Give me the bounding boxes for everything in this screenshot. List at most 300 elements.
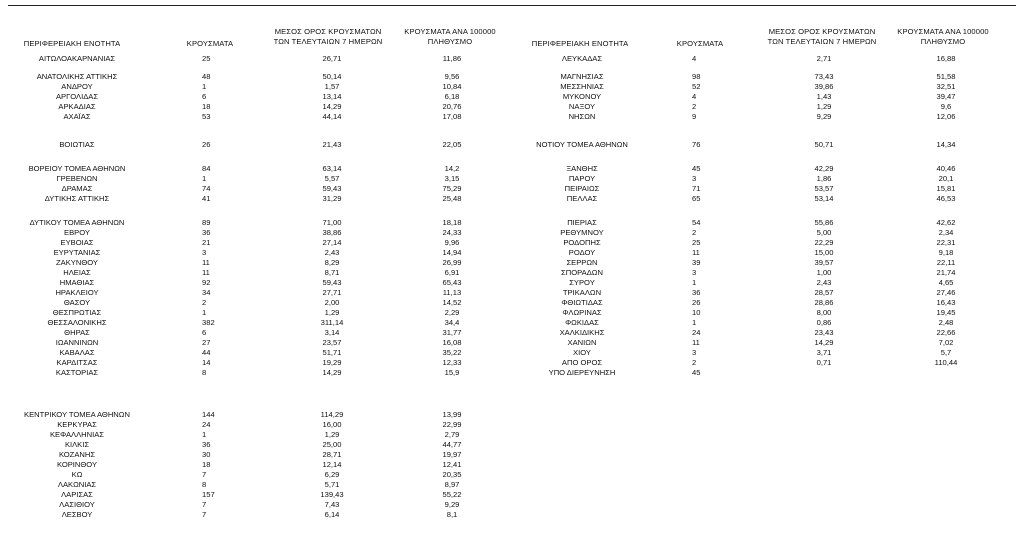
right-header-avg-2: ΤΩΝ ΤΕΛΕΥΤΑΙΩΝ 7 ΗΜΕΡΩΝ — [767, 37, 877, 46]
per-100k-cell: 2,79 — [444, 430, 460, 439]
table-row — [0, 298, 1024, 307]
cases-cell: 1 — [692, 278, 697, 287]
per-100k-cell: 8,97 — [444, 480, 460, 489]
region-name-cell: ΑΡΚΑΔΙΑΣ — [58, 102, 96, 111]
per-100k-cell: 4,65 — [938, 278, 954, 287]
per-100k-cell: 7,02 — [938, 338, 954, 347]
avg-7day-cell: 25,00 — [322, 440, 342, 449]
cases-cell: 36 — [202, 440, 211, 449]
cases-cell: 44 — [202, 348, 211, 357]
cases-cell: 3 — [692, 174, 697, 183]
region-name-cell: ΚΑΒΑΛΑΣ — [59, 348, 95, 357]
per-100k-cell: 5,7 — [940, 348, 952, 357]
avg-7day-cell: 39,57 — [814, 258, 834, 267]
cases-cell: 4 — [692, 54, 697, 63]
region-name-cell: ΗΡΑΚΛΕΙΟΥ — [55, 288, 99, 297]
cases-cell: 53 — [202, 112, 211, 121]
cases-cell: 3 — [692, 268, 697, 277]
per-100k-cell: 12,06 — [936, 112, 956, 121]
cases-cell: 18 — [202, 102, 211, 111]
avg-7day-cell: 12,14 — [322, 460, 342, 469]
region-name-cell: ΒΟΡΕΙΟΥ ΤΟΜΕΑ ΑΘΗΝΩΝ — [28, 164, 126, 173]
table-row — [0, 288, 1024, 297]
avg-7day-cell: 2,00 — [324, 298, 340, 307]
table-row — [0, 72, 1024, 81]
table-row — [0, 440, 1024, 449]
region-name-cell: ΑΧΑΪΑΣ — [63, 112, 91, 121]
per-100k-cell: 3,15 — [444, 174, 460, 183]
region-name-cell: ΧΑΝΙΩΝ — [567, 338, 597, 347]
per-100k-cell: 12,33 — [442, 358, 462, 367]
region-name-cell: ΔΥΤΙΚΟΥ ΤΟΜΕΑ ΑΘΗΝΩΝ — [29, 218, 125, 227]
region-name-cell: ΡΟΔΟΠΗΣ — [563, 238, 601, 247]
table-row — [0, 510, 1024, 519]
right-header-per100k-2: ΠΛΗΘΥΣΜΟ — [920, 37, 966, 46]
per-100k-cell: 11,13 — [442, 288, 462, 297]
cases-cell: 92 — [202, 278, 211, 287]
left-header-per100k-1: ΚΡΟΥΣΜΑΤΑ ΑΝΑ 100000 — [404, 27, 496, 36]
cases-cell: 1 — [202, 430, 207, 439]
table-row — [0, 460, 1024, 469]
avg-7day-cell: 44,14 — [322, 112, 342, 121]
per-100k-cell: 16,08 — [442, 338, 462, 347]
per-100k-cell: 16,43 — [936, 298, 956, 307]
table-row — [0, 184, 1024, 193]
avg-7day-cell: 39,86 — [814, 82, 834, 91]
table-row — [0, 308, 1024, 317]
region-name-cell: ΜΥΚΟΝΟΥ — [562, 92, 602, 101]
region-name-cell: ΚΑΣΤΟΡΙΑΣ — [55, 368, 99, 377]
region-name-cell: ΦΘΙΩΤΙΔΑΣ — [561, 298, 603, 307]
avg-7day-cell: 50,14 — [322, 72, 342, 81]
cases-cell: 65 — [692, 194, 701, 203]
avg-7day-cell: 15,00 — [814, 248, 834, 257]
avg-7day-cell: 23,57 — [322, 338, 342, 347]
cases-cell: 11 — [202, 258, 210, 267]
region-name-cell: ΦΩΚΙΔΑΣ — [565, 318, 599, 327]
avg-7day-cell: 59,43 — [322, 278, 342, 287]
region-name-cell: ΙΩΑΝΝΙΝΩΝ — [55, 338, 99, 347]
region-name-cell: ΝΗΣΩΝ — [568, 112, 596, 121]
cases-cell: 1 — [692, 318, 697, 327]
avg-7day-cell: 3,14 — [324, 328, 340, 337]
cases-cell: 9 — [692, 112, 697, 121]
region-name-cell: ΚΟΡΙΝΘΟΥ — [56, 460, 98, 469]
per-100k-cell: 9,96 — [444, 238, 460, 247]
avg-7day-cell: 0,71 — [816, 358, 832, 367]
avg-7day-cell: 3,71 — [816, 348, 832, 357]
cases-cell: 8 — [202, 480, 207, 489]
per-100k-cell: 25,48 — [442, 194, 462, 203]
per-100k-cell: 18,18 — [442, 218, 462, 227]
avg-7day-cell: 1,43 — [816, 92, 832, 101]
left-header-avg-1: ΜΕΣΟΣ ΟΡΟΣ ΚΡΟΥΣΜΑΤΩΝ — [274, 27, 382, 36]
table-row — [0, 278, 1024, 287]
per-100k-cell: 32,51 — [936, 82, 956, 91]
region-name-cell: ΖΑΚΥΝΘΟΥ — [56, 258, 98, 267]
region-name-cell: ΜΕΣΣΗΝΙΑΣ — [560, 82, 604, 91]
table-row — [0, 258, 1024, 267]
table-row — [0, 420, 1024, 429]
table-row — [0, 238, 1024, 247]
cases-cell: 10 — [692, 308, 701, 317]
region-name-cell: ΥΠΟ ΔΙΕΡΕΥΝΗΣΗ — [548, 368, 616, 377]
cases-cell: 74 — [202, 184, 211, 193]
table-row — [0, 228, 1024, 237]
cases-cell: 2 — [692, 102, 697, 111]
left-header-avg-2: ΤΩΝ ΤΕΛΕΥΤΑΙΩΝ 7 ΗΜΕΡΩΝ — [273, 37, 383, 46]
table-row — [0, 338, 1024, 347]
region-name-cell: ΣΥΡΟΥ — [569, 278, 595, 287]
per-100k-cell: 20,1 — [938, 174, 954, 183]
per-100k-cell: 9,29 — [444, 500, 460, 509]
right-header-per100k-1: ΚΡΟΥΣΜΑΤΑ ΑΝΑ 100000 — [897, 27, 989, 36]
cases-cell: 54 — [692, 218, 701, 227]
cases-cell: 89 — [202, 218, 211, 227]
cases-cell: 3 — [692, 348, 697, 357]
per-100k-cell: 20,35 — [442, 470, 462, 479]
right-header-avg-1: ΜΕΣΟΣ ΟΡΟΣ ΚΡΟΥΣΜΑΤΩΝ — [768, 27, 876, 36]
cases-cell: 25 — [202, 54, 211, 63]
right-header-region: ΠΕΡΙΦΕΡΕΙΑΚΗ ΕΝΟΤΗΤΑ — [531, 39, 629, 48]
avg-7day-cell: 28,86 — [814, 298, 834, 307]
per-100k-cell: 39,47 — [936, 92, 956, 101]
avg-7day-cell: 114,29 — [320, 410, 344, 419]
table-row — [0, 368, 1024, 377]
region-name-cell: ΠΑΡΟΥ — [568, 174, 596, 183]
avg-7day-cell: 59,43 — [322, 184, 342, 193]
region-name-cell: ΚΩ — [71, 470, 83, 479]
avg-7day-cell: 27,14 — [322, 238, 342, 247]
table-row — [0, 112, 1024, 121]
table-row — [0, 430, 1024, 439]
per-100k-cell: 9,56 — [444, 72, 460, 81]
region-name-cell: ΑΝΔΡΟΥ — [61, 82, 93, 91]
cases-cell: 48 — [202, 72, 211, 81]
per-100k-cell: 16,88 — [936, 54, 956, 63]
avg-7day-cell: 21,43 — [322, 140, 342, 149]
per-100k-cell: 27,46 — [936, 288, 956, 297]
avg-7day-cell: 14,29 — [814, 338, 834, 347]
per-100k-cell: 40,46 — [936, 164, 956, 173]
region-name-cell: ΣΕΡΡΩΝ — [566, 258, 598, 267]
cases-cell: 41 — [202, 194, 211, 203]
region-name-cell: ΑΝΑΤΟΛΙΚΗΣ ΑΤΤΙΚΗΣ — [36, 72, 118, 81]
cases-cell: 24 — [202, 420, 211, 429]
avg-7day-cell: 5,71 — [324, 480, 340, 489]
avg-7day-cell: 9,29 — [816, 112, 832, 121]
region-name-cell: ΑΡΓΟΛΙΔΑΣ — [55, 92, 99, 101]
per-100k-cell: 10,84 — [442, 82, 462, 91]
avg-7day-cell: 73,43 — [814, 72, 834, 81]
region-name-cell: ΜΑΓΝΗΣΙΑΣ — [560, 72, 604, 81]
table-row — [0, 490, 1024, 499]
cases-cell: 382 — [202, 318, 215, 327]
per-100k-cell: 2,29 — [444, 308, 460, 317]
region-name-cell: ΕΥΡΥΤΑΝΙΑΣ — [53, 248, 101, 257]
region-name-cell: ΛΕΥΚΑΔΑΣ — [561, 54, 603, 63]
per-100k-cell: 17,08 — [442, 112, 462, 121]
region-name-cell: ΚΕΝΤΡΙΚΟΥ ΤΟΜΕΑ ΑΘΗΝΩΝ — [24, 410, 130, 419]
cases-cell: 2 — [692, 358, 697, 367]
left-header-per100k-2: ΠΛΗΘΥΣΜΟ — [427, 37, 473, 46]
cases-cell: 11 — [692, 248, 700, 257]
avg-7day-cell: 1,00 — [816, 268, 832, 277]
per-100k-cell: 35,22 — [442, 348, 462, 357]
avg-7day-cell: 28,57 — [814, 288, 834, 297]
top-rule — [8, 5, 1016, 6]
avg-7day-cell: 2,43 — [816, 278, 832, 287]
per-100k-cell: 11,86 — [442, 54, 462, 63]
avg-7day-cell: 50,71 — [814, 140, 834, 149]
cases-cell: 36 — [202, 228, 211, 237]
table-row — [0, 328, 1024, 337]
region-name-cell: ΠΕΛΛΑΣ — [566, 194, 598, 203]
region-name-cell: ΕΒΡΟΥ — [64, 228, 90, 237]
region-name-cell: ΚΙΛΚΙΣ — [64, 440, 90, 449]
avg-7day-cell: 42,29 — [814, 164, 834, 173]
table-row — [0, 450, 1024, 459]
cases-cell: 76 — [692, 140, 701, 149]
region-name-cell: ΧΑΛΚΙΔΙΚΗΣ — [559, 328, 605, 337]
per-100k-cell: 6,18 — [444, 92, 460, 101]
avg-7day-cell: 0,86 — [816, 318, 832, 327]
cases-cell: 30 — [202, 450, 211, 459]
cases-cell: 14 — [202, 358, 211, 367]
per-100k-cell: 75,29 — [442, 184, 462, 193]
cases-cell: 157 — [202, 490, 215, 499]
region-name-cell: ΘΗΡΑΣ — [64, 328, 90, 337]
avg-7day-cell: 13,14 — [322, 92, 342, 101]
region-name-cell: ΠΕΙΡΑΙΩΣ — [564, 184, 600, 193]
avg-7day-cell: 8,71 — [324, 268, 340, 277]
per-100k-cell: 12,41 — [442, 460, 462, 469]
per-100k-cell: 2,34 — [938, 228, 954, 237]
avg-7day-cell: 22,29 — [814, 238, 834, 247]
avg-7day-cell: 6,14 — [324, 510, 340, 519]
region-name-cell: ΝΟΤΙΟΥ ΤΟΜΕΑ ΑΘΗΝΩΝ — [536, 140, 628, 149]
avg-7day-cell: 2,43 — [324, 248, 340, 257]
table-row — [0, 194, 1024, 203]
region-name-cell: ΝΑΞΟΥ — [568, 102, 596, 111]
per-100k-cell: 15,9 — [444, 368, 460, 377]
per-100k-cell: 26,99 — [442, 258, 462, 267]
cases-cell: 3 — [202, 248, 207, 257]
per-100k-cell: 14,94 — [442, 248, 462, 257]
per-100k-cell: 22,66 — [936, 328, 956, 337]
region-name-cell: ΑΠΟ ΟΡΟΣ — [561, 358, 603, 367]
avg-7day-cell: 53,14 — [814, 194, 834, 203]
cases-cell: 1 — [202, 82, 207, 91]
per-100k-cell: 22,31 — [936, 238, 956, 247]
cases-cell: 1 — [202, 174, 207, 183]
per-100k-cell: 22,11 — [936, 258, 956, 267]
cases-cell: 2 — [692, 228, 697, 237]
per-100k-cell: 21,74 — [936, 268, 956, 277]
cases-cell: 11 — [692, 338, 700, 347]
avg-7day-cell: 31,29 — [322, 194, 342, 203]
per-100k-cell: 2,48 — [938, 318, 954, 327]
per-100k-cell: 65,43 — [442, 278, 462, 287]
avg-7day-cell: 5,00 — [816, 228, 832, 237]
per-100k-cell: 8,1 — [446, 510, 458, 519]
cases-cell: 71 — [692, 184, 701, 193]
avg-7day-cell: 5,57 — [324, 174, 340, 183]
left-header-region: ΠΕΡΙΦΕΡΕΙΑΚΗ ΕΝΟΤΗΤΑ — [23, 39, 121, 48]
avg-7day-cell: 2,71 — [816, 54, 832, 63]
cases-cell: 7 — [202, 470, 207, 479]
cases-cell: 27 — [202, 338, 211, 347]
avg-7day-cell: 139,43 — [320, 490, 344, 499]
avg-7day-cell: 6,29 — [324, 470, 340, 479]
cases-cell: 26 — [692, 298, 701, 307]
region-name-cell: ΘΕΣΠΡΩΤΙΑΣ — [52, 308, 102, 317]
table-row — [0, 470, 1024, 479]
avg-7day-cell: 14,29 — [322, 368, 342, 377]
per-100k-cell: 51,58 — [936, 72, 956, 81]
table-row — [0, 348, 1024, 357]
avg-7day-cell: 23,43 — [814, 328, 834, 337]
region-name-cell: ΓΡΕΒΕΝΩΝ — [56, 174, 98, 183]
table-row — [0, 92, 1024, 101]
cases-cell: 11 — [202, 268, 210, 277]
avg-7day-cell: 51,71 — [322, 348, 342, 357]
region-name-cell: ΦΛΩΡΙΝΑΣ — [562, 308, 602, 317]
cases-cell: 34 — [202, 288, 211, 297]
table-row — [0, 248, 1024, 257]
avg-7day-cell: 71,00 — [322, 218, 342, 227]
cases-cell: 98 — [692, 72, 701, 81]
per-100k-cell: 22,99 — [442, 420, 462, 429]
per-100k-cell: 24,33 — [442, 228, 462, 237]
avg-7day-cell: 7,43 — [324, 500, 340, 509]
cases-cell: 24 — [692, 328, 701, 337]
avg-7day-cell: 1,86 — [816, 174, 832, 183]
per-100k-cell: 14,52 — [442, 298, 462, 307]
table-row — [0, 268, 1024, 277]
region-name-cell: ΧΙΟΥ — [573, 348, 591, 357]
avg-7day-cell: 8,29 — [324, 258, 340, 267]
cases-cell: 8 — [202, 368, 207, 377]
per-100k-cell: 110,44 — [934, 358, 958, 367]
avg-7day-cell: 63,14 — [322, 164, 342, 173]
avg-7day-cell: 19,29 — [322, 358, 342, 367]
avg-7day-cell: 55,86 — [814, 218, 834, 227]
avg-7day-cell: 8,00 — [816, 308, 832, 317]
region-name-cell: ΠΙΕΡΙΑΣ — [567, 218, 597, 227]
cases-cell: 21 — [202, 238, 211, 247]
region-name-cell: ΞΑΝΘΗΣ — [566, 164, 598, 173]
cases-cell: 84 — [202, 164, 211, 173]
per-100k-cell: 31,77 — [442, 328, 462, 337]
right-header-cases: ΚΡΟΥΣΜΑΤΑ — [676, 39, 724, 48]
table-row — [0, 140, 1024, 149]
cases-cell: 2 — [202, 298, 207, 307]
cases-cell: 6 — [202, 328, 207, 337]
avg-7day-cell: 311,14 — [320, 318, 344, 327]
region-name-cell: ΛΑΣΙΘΙΟΥ — [59, 500, 95, 509]
cases-cell: 1 — [202, 308, 207, 317]
per-100k-cell: 14,34 — [936, 140, 956, 149]
region-name-cell: ΣΠΟΡΑΔΩΝ — [561, 268, 603, 277]
region-name-cell: ΡΕΘΥΜΝΟΥ — [560, 228, 604, 237]
avg-7day-cell: 14,29 — [322, 102, 342, 111]
per-100k-cell: 13,99 — [442, 410, 462, 419]
region-name-cell: ΚΟΖΑΝΗΣ — [58, 450, 96, 459]
per-100k-cell: 44,77 — [442, 440, 462, 449]
avg-7day-cell: 1,29 — [324, 308, 340, 317]
avg-7day-cell: 16,00 — [322, 420, 342, 429]
per-100k-cell: 9,6 — [940, 102, 952, 111]
region-name-cell: ΚΕΦΑΛΛΗΝΙΑΣ — [49, 430, 105, 439]
region-name-cell: ΚΑΡΔΙΤΣΑΣ — [56, 358, 98, 367]
table-row — [0, 164, 1024, 173]
avg-7day-cell: 1,29 — [324, 430, 340, 439]
region-name-cell: ΘΕΣΣΑΛΟΝΙΚΗΣ — [47, 318, 107, 327]
region-name-cell: ΗΜΑΘΙΑΣ — [59, 278, 95, 287]
region-name-cell: ΘΑΣΟΥ — [63, 298, 91, 307]
per-100k-cell: 22,05 — [442, 140, 462, 149]
cases-cell: 45 — [692, 368, 701, 377]
table-row — [0, 82, 1024, 91]
region-name-cell: ΛΑΚΩΝΙΑΣ — [57, 480, 97, 489]
cases-cell: 144 — [202, 410, 215, 419]
region-name-cell: ΡΟΔΟΥ — [568, 248, 596, 257]
region-name-cell: ΛΑΡΙΣΑΣ — [61, 490, 93, 499]
per-100k-cell: 55,22 — [442, 490, 462, 499]
cases-cell: 4 — [692, 92, 697, 101]
region-name-cell: ΗΛΕΙΑΣ — [63, 268, 91, 277]
table-row — [0, 480, 1024, 489]
avg-7day-cell: 38,86 — [322, 228, 342, 237]
region-name-cell: ΤΡΙΚΑΛΩΝ — [562, 288, 602, 297]
left-header-cases: ΚΡΟΥΣΜΑΤΑ — [186, 39, 234, 48]
per-100k-cell: 19,97 — [442, 450, 462, 459]
region-name-cell: ΔΥΤΙΚΗΣ ΑΤΤΙΚΗΣ — [44, 194, 110, 203]
table-row — [0, 410, 1024, 419]
per-100k-cell: 14,2 — [444, 164, 460, 173]
table-row — [0, 174, 1024, 183]
cases-cell: 26 — [202, 140, 211, 149]
cases-cell: 25 — [692, 238, 701, 247]
per-100k-cell: 46,53 — [936, 194, 956, 203]
per-100k-cell: 19,45 — [936, 308, 956, 317]
region-name-cell: ΛΕΣΒΟΥ — [61, 510, 93, 519]
cases-cell: 18 — [202, 460, 211, 469]
cases-cell: 52 — [692, 82, 701, 91]
table-row — [0, 500, 1024, 509]
per-100k-cell: 15,81 — [936, 184, 956, 193]
region-name-cell: ΔΡΑΜΑΣ — [61, 184, 93, 193]
avg-7day-cell: 1,29 — [816, 102, 832, 111]
region-name-cell: ΕΥΒΟΙΑΣ — [60, 238, 94, 247]
avg-7day-cell: 53,57 — [814, 184, 834, 193]
avg-7day-cell: 28,71 — [322, 450, 342, 459]
per-100k-cell: 20,76 — [442, 102, 462, 111]
cases-cell: 36 — [692, 288, 701, 297]
table-row — [0, 102, 1024, 111]
avg-7day-cell: 26,71 — [322, 54, 342, 63]
table-row — [0, 318, 1024, 327]
region-name-cell: ΚΕΡΚΥΡΑΣ — [57, 420, 97, 429]
table-row — [0, 358, 1024, 367]
region-name-cell: ΒΟΙΩΤΙΑΣ — [59, 140, 95, 149]
per-100k-cell: 42,62 — [936, 218, 956, 227]
cases-cell: 45 — [692, 164, 701, 173]
table-row — [0, 218, 1024, 227]
per-100k-cell: 9,18 — [938, 248, 954, 257]
avg-7day-cell: 1,57 — [324, 82, 340, 91]
